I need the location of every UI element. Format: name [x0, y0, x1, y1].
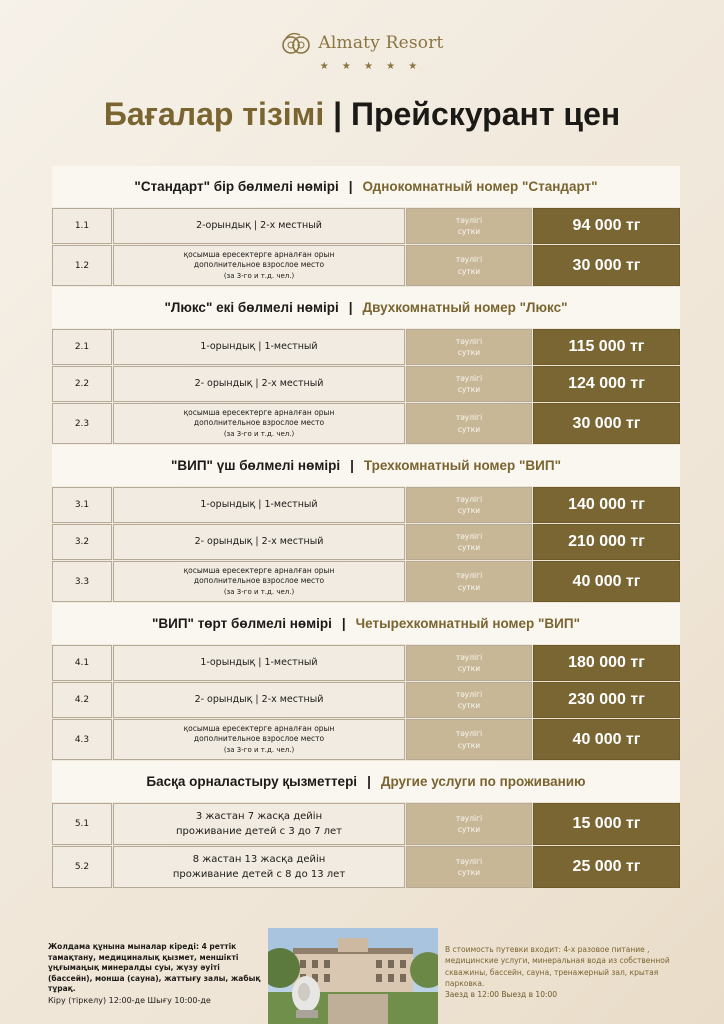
price-value: 210 000 тг — [533, 524, 680, 560]
description-line-ru: проживание детей с 8 до 13 лет — [172, 869, 346, 880]
price-table — [52, 166, 680, 889]
description-note: (за 3-го и т.д. чел.) — [223, 588, 295, 597]
price-unit — [406, 803, 532, 845]
unit-kz: тәулігі — [455, 856, 483, 866]
section-header — [52, 445, 680, 486]
section-separator: | — [348, 300, 353, 315]
description-note: (за 3-го и т.д. чел.) — [223, 430, 295, 439]
price-value: 140 000 тг — [533, 487, 680, 523]
price-row — [52, 846, 680, 888]
row-number: 1.1 — [52, 208, 112, 244]
price-unit — [406, 645, 532, 681]
unit-ru: сутки — [457, 543, 481, 552]
unit-ru: сутки — [457, 385, 481, 394]
description-line-kz: қосымша ересектерге арналған орын — [183, 249, 335, 259]
unit-kz: тәулігі — [455, 689, 483, 699]
row-description — [113, 846, 405, 888]
footer-info-kz — [48, 942, 262, 1006]
price-unit — [406, 524, 532, 560]
row-number: 2.1 — [52, 329, 112, 365]
price-value: 15 000 тг — [533, 803, 680, 845]
price-row — [52, 524, 680, 560]
unit-kz: тәулігі — [455, 373, 483, 383]
price-row — [52, 487, 680, 523]
price-value: 30 000 тг — [533, 403, 680, 444]
price-row — [52, 682, 680, 718]
section-header — [52, 603, 680, 644]
price-row — [52, 329, 680, 365]
description-line-ru: дополнительное взрослое место — [193, 418, 325, 428]
row-description: 2-орындық | 2-х местный — [113, 208, 405, 244]
unit-kz: тәулігі — [455, 729, 483, 739]
row-number: 4.3 — [52, 719, 112, 760]
logo — [0, 30, 724, 72]
section-title-ru: Другие услуги по проживанию — [380, 774, 586, 789]
row-number: 5.2 — [52, 846, 112, 888]
price-value: 230 000 тг — [533, 682, 680, 718]
unit-ru: сутки — [457, 424, 481, 434]
unit-kz: тәулігі — [455, 494, 483, 504]
price-value: 40 000 тг — [533, 561, 680, 602]
section-title-ru: Однокомнатный номер "Стандарт" — [362, 179, 598, 194]
section-title-ru: Четырехкомнатный номер "ВИП" — [355, 616, 580, 631]
description-line-ru: дополнительное взрослое место — [193, 734, 325, 744]
row-number: 3.2 — [52, 524, 112, 560]
description-line-ru: дополнительное взрослое место — [193, 260, 325, 270]
description-note: (за 3-го и т.д. чел.) — [223, 272, 295, 281]
price-unit — [406, 561, 532, 602]
price-value: 180 000 тг — [533, 645, 680, 681]
row-number: 5.1 — [52, 803, 112, 845]
section-title-ru: Двухкомнатный номер "Люкс" — [362, 300, 568, 315]
row-number: 3.3 — [52, 561, 112, 602]
rating-stars: ★ ★ ★ ★ ★ — [319, 61, 423, 72]
resort-photo — [268, 928, 438, 1024]
unit-kz: тәулігі — [455, 652, 483, 662]
section-separator: | — [341, 616, 346, 631]
price-row — [52, 245, 680, 286]
section-separator: | — [367, 774, 371, 789]
logo-mark-icon — [280, 30, 314, 56]
unit-kz: тәулігі — [455, 813, 483, 823]
price-row — [52, 366, 680, 402]
unit-ru: сутки — [457, 506, 481, 515]
page-title — [0, 96, 724, 133]
price-unit — [406, 846, 532, 888]
price-unit — [406, 208, 532, 244]
price-row — [52, 803, 680, 845]
description-line-kz: 3 жастан 7 жасқа дейін — [195, 810, 323, 822]
section-title-kz: "Стандарт" бір бөлмелі нөмірі — [134, 179, 339, 194]
section-title-kz: "ВИП" үш бөлмелі нөмірі — [170, 458, 341, 473]
section-title-kz: "Люкс" екі бөлмелі нөмірі — [164, 300, 339, 315]
brand-name: Almaty Resort — [318, 33, 444, 53]
section-separator: | — [350, 458, 354, 473]
row-number: 2.2 — [52, 366, 112, 402]
footer-checkin-ru: Заезд в 12:00 Выезд в 10:00 — [445, 990, 558, 999]
row-description — [113, 403, 405, 444]
row-description — [113, 719, 405, 760]
footer-included-ru: В стоимость путевки входит: 4-х разовое питание , медицинские услуги, минеральная вода из собственной скважины, бассейн, сауна, тренажерный зал, крытая парковка. — [445, 945, 670, 988]
unit-ru: сутки — [457, 825, 481, 834]
description-line-ru: дополнительное взрослое место — [193, 576, 325, 586]
price-value: 25 000 тг — [533, 846, 680, 888]
price-unit — [406, 682, 532, 718]
description-line-ru: проживание детей с 3 до 7 лет — [176, 826, 342, 837]
unit-ru: сутки — [457, 582, 481, 592]
footer-checkin-kz: Кіру (тіркелу) 12:00-де Шығу 10:00-де — [48, 995, 211, 1005]
price-unit — [406, 245, 532, 286]
price-row — [52, 208, 680, 244]
section-separator: | — [348, 179, 353, 194]
title-ru: Прейскурант цен — [350, 96, 621, 132]
footer-included-kz: Жолдама құнына мыналар кіреді: 4 реттік тамақтану, медициналық қызмет, меншікті ұңғымаңық минералды суы, жүзу әуіті (бассейн), монша (сауна), жаттығу залы, жабық тұрақ. — [48, 942, 261, 993]
unit-kz: тәулігі — [455, 215, 483, 225]
footer-info-ru — [445, 944, 690, 1000]
unit-ru: сутки — [457, 701, 481, 710]
price-value: 94 000 тг — [533, 208, 680, 244]
row-number: 4.2 — [52, 682, 112, 718]
description-note: (за 3-го и т.д. чел.) — [223, 746, 295, 755]
price-unit — [406, 329, 532, 365]
section-header — [52, 761, 680, 802]
row-description: 1-орындық | 1-местный — [113, 645, 405, 681]
price-unit — [406, 719, 532, 760]
row-description: 1-орындық | 1-местный — [113, 487, 405, 523]
description-line-kz: қосымша ересектерге арналған орын — [183, 407, 335, 417]
row-description: 2- орындық | 2-х местный — [113, 524, 405, 560]
unit-ru: сутки — [457, 227, 481, 236]
price-value: 40 000 тг — [533, 719, 680, 760]
price-value: 30 000 тг — [533, 245, 680, 286]
unit-kz: тәулігі — [455, 571, 483, 581]
description-line-kz: қосымша ересектерге арналған орын — [183, 723, 335, 733]
price-row — [52, 403, 680, 444]
unit-ru: сутки — [457, 348, 481, 357]
row-description — [113, 561, 405, 602]
row-number: 4.1 — [52, 645, 112, 681]
price-unit — [406, 403, 532, 444]
description-line-kz: қосымша ересектерге арналған орын — [183, 565, 335, 575]
unit-kz: тәулігі — [455, 413, 483, 423]
section-title-ru: Трехкомнатный номер "ВИП" — [363, 458, 561, 473]
row-description: 1-орындық | 1-местный — [113, 329, 405, 365]
title-separator: | — [324, 96, 351, 132]
unit-kz: тәулігі — [455, 336, 483, 346]
row-number: 1.2 — [52, 245, 112, 286]
description-line-kz: 8 жастан 13 жасқа дейін — [192, 853, 326, 865]
section-title-kz: "ВИП" төрт бөлмелі нөмірі — [151, 616, 332, 631]
row-description — [113, 803, 405, 845]
price-unit — [406, 366, 532, 402]
section-header — [52, 166, 680, 207]
price-row — [52, 561, 680, 602]
price-row — [52, 645, 680, 681]
row-description — [113, 245, 405, 286]
unit-ru: сутки — [457, 664, 481, 673]
unit-ru: сутки — [457, 740, 481, 750]
row-description: 2- орындық | 2-х местный — [113, 682, 405, 718]
price-value: 124 000 тг — [533, 366, 680, 402]
title-kz: Бағалар тізімі — [103, 96, 325, 132]
unit-kz: тәулігі — [455, 255, 483, 265]
unit-ru: сутки — [457, 868, 481, 877]
footer — [0, 928, 724, 1024]
price-value: 115 000 тг — [533, 329, 680, 365]
unit-kz: тәулігі — [455, 531, 483, 541]
section-title-kz: Басқа орналастыру қызметтері — [146, 774, 358, 789]
section-header — [52, 287, 680, 328]
price-unit — [406, 487, 532, 523]
row-number: 2.3 — [52, 403, 112, 444]
price-row — [52, 719, 680, 760]
row-description: 2- орындық | 2-х местный — [113, 366, 405, 402]
row-number: 3.1 — [52, 487, 112, 523]
unit-ru: сутки — [457, 266, 481, 276]
